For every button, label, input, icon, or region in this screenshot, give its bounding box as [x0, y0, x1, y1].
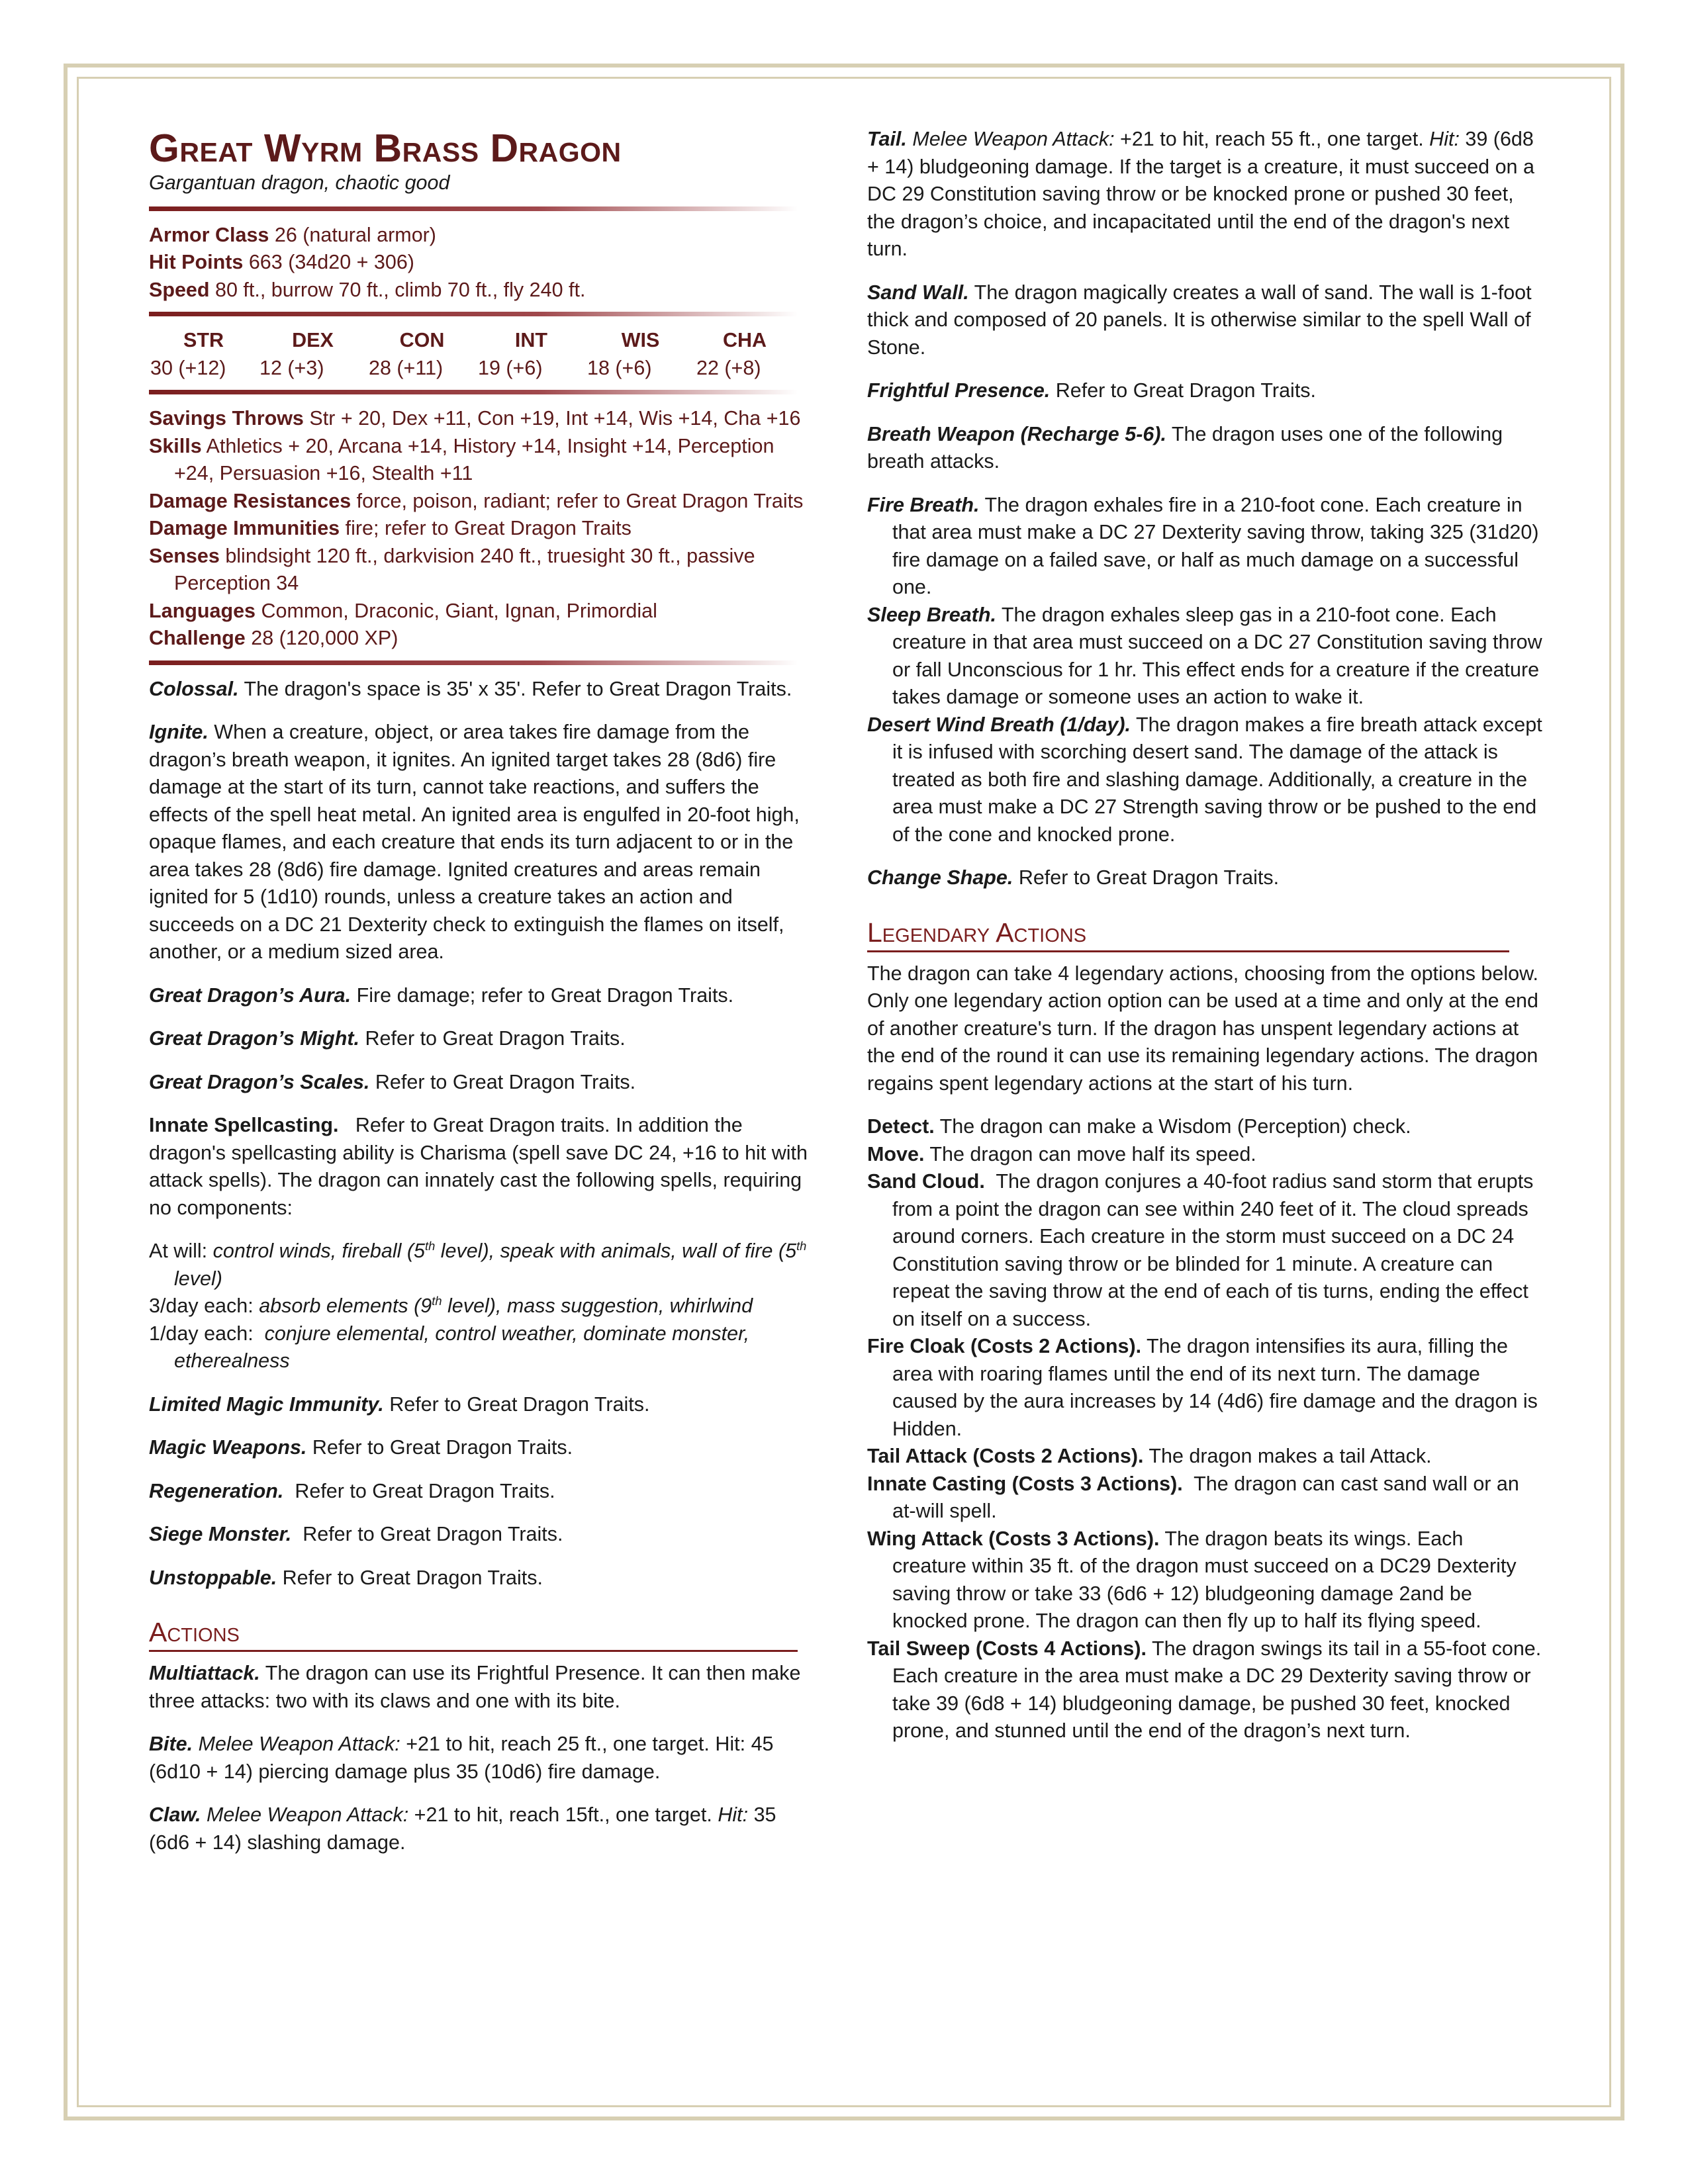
breath-list — [867, 492, 1542, 849]
spells-1-day: 1/day each: conjure elemental, control weather, dominate monster, etherealness — [149, 1322, 750, 1372]
breath-fire: Fire Breath. The dragon exhales fire in a 210-foot cone. Each creature in that area must make a DC 27 Dexterity saving throw, taking 325 (31d20) fire damage on a failed save, or half as much damage on a successful one. — [867, 493, 1539, 598]
divider-rule — [149, 660, 798, 665]
legendary-tail-sweep: Tail Sweep (Costs 4 Actions). The dragon swings its tail in a 55-foot cone. Each creature in the area must make a DC 29 Dexterity saving throw or take 39 (6d8 + 14) bludgeoning damage, be pushed 30 feet, knocked prone, and stunned until the end of the dragon’s next turn. — [867, 1637, 1542, 1742]
right-column — [867, 126, 1542, 1745]
legendary-actions-heading: Legendary Actions — [867, 916, 1509, 952]
action-frightful-presence: Frightful Presence. Refer to Great Dragon Traits. — [867, 379, 1317, 402]
action-sand-wall: Sand Wall. The dragon magically creates a wall of sand. The wall is 1-foot thick and composed of 20 panels. It is otherwise similar to the spell Wall of Stone. — [867, 281, 1532, 359]
damage-resistances: Damage Resistances force, poison, radiant; refer to Great Dragon Traits — [149, 489, 804, 512]
trait-aura: Great Dragon’s Aura. Fire damage; refer to Great Dragon Traits. — [149, 983, 734, 1007]
armor-class: Armor Class 26 (natural armor) — [149, 223, 436, 246]
senses: Senses blindsight 120 ft., darkvision 240 ft., truesight 30 ft., passive Perception 34 — [149, 544, 755, 594]
legendary-list — [867, 1113, 1542, 1745]
legendary-tail-attack: Tail Attack (Costs 2 Actions). The dragon makes a tail Attack. — [867, 1445, 1432, 1467]
ability-name: CHA — [722, 329, 767, 351]
trait-ignite: Ignite. When a creature, object, or area takes fire damage from the dragon’s breath weapon, it ignites. An ignited target takes 28 (8d6) fire damage at the start of its turn, cannot take reactions, and suffers the effects of the spell heat metal. An ignited area is engulfed in 20-foot high, opaque flames, and each creature that ends its turn adjacent to or in the area takes 28 (8d6) fire damage. Ignited creatures and areas remain ignited for 5 (1d10) rounds, unless a creature takes an action and succeeds on a DC 21 Dexterity check to extinguish the flames on itself, another, or a medium sized area. — [149, 721, 800, 963]
languages: Languages Common, Draconic, Giant, Ignan, Primordial — [149, 599, 657, 622]
legendary-move: Move. The dragon can move half its speed. — [867, 1142, 1256, 1165]
ability-name: INT — [514, 329, 548, 351]
hit-points: Hit Points 663 (34d20 + 306) — [149, 251, 414, 273]
trait-innate-spellcasting: Innate Spellcasting. Refer to Great Dragon traits. In addition the dragon's spellcasting ability is Charisma (spell save DC 24, +16 to hit with attack spells). The dragon can innately cast the following spells, requiring no components: — [149, 1114, 808, 1219]
ability-name: WIS — [621, 329, 660, 351]
skills: Skills Athletics + 20, Arcana +14, History +14, Insight +14, Perception +24, Persuasion +16, Stealth +11 — [149, 434, 774, 484]
trait-regeneration: Regeneration. Refer to Great Dragon Traits. — [149, 1479, 555, 1502]
trait-unstoppable: Unstoppable. Refer to Great Dragon Traits. — [149, 1566, 543, 1589]
trait-limited-magic-immunity: Limited Magic Immunity. Refer to Great Dragon Traits. — [149, 1392, 650, 1416]
legendary-innate-casting: Innate Casting (Costs 3 Actions). The dragon can cast sand wall or an at-will spell. — [867, 1472, 1519, 1522]
actions-heading: Actions — [149, 1615, 798, 1652]
divider-rule — [149, 390, 798, 394]
divider-rule — [149, 206, 798, 211]
action-bite: Bite. Melee Weapon Attack: +21 to hit, reach 25 ft., one target. Hit: 45 (6d10 + 14) piercing damage plus 35 (10d6) fire damage. — [149, 1733, 774, 1783]
action-change-shape: Change Shape. Refer to Great Dragon Traits. — [867, 866, 1280, 889]
spells-3-day: 3/day each: absorb elements (9th level), mass suggestion, whirlwind — [149, 1293, 753, 1317]
speed: Speed 80 ft., burrow 70 ft., climb 70 ft., fly 240 ft. — [149, 278, 586, 301]
trait-siege-monster: Siege Monster. Refer to Great Dragon Traits. — [149, 1523, 563, 1545]
action-tail: Tail. Melee Weapon Attack: +21 to hit, reach 55 ft., one target. Hit: 39 (6d8 + 14) bludgeoning damage. If the target is a creature, it must succeed on a DC 29 Constitution saving throw or be knocked prone or pushed 30 feet, the dragon’s choice, and incapacitated until the end of the dragon's next turn. — [867, 128, 1534, 260]
legendary-intro: The dragon can take 4 legendary actions, choosing from the options below. Only one legendary action option can be used at a time and only at the end of another creature's turn. If the dragon has unspent legendary actions at the end of the round it can use its remaining legendary actions. The dragon regains spent legendary actions at the start of his turn. — [867, 962, 1538, 1095]
trait-colossal: Colossal. The dragon's space is 35' x 35'. Refer to Great Dragon Traits. — [149, 677, 792, 700]
legendary-fire-cloak: Fire Cloak (Costs 2 Actions). The dragon intensifies its aura, filling the area with roaring flames until the end of its next turn. The damage caused by the aura increases by 14 (4d6) fire damage and the dragon is Hidden. — [867, 1335, 1538, 1440]
ability-name: DEX — [292, 329, 334, 351]
trait-magic-weapons: Magic Weapons. Refer to Great Dragon Traits. — [149, 1436, 573, 1459]
legendary-sand-cloud: Sand Cloud. The dragon conjures a 40-foot radius sand storm that erupts from a point the dragon can see within 240 feet of it. The cloud spreads around corners. Each creature in the storm must succeed on a DC 24 Constitution saving throw or be blinded for 1 minute. A creature can repeat the saving throw at the end of each of tis turns, ending the effect on itself on a success. — [867, 1170, 1534, 1330]
challenge: Challenge 28 (120,000 XP) — [149, 627, 399, 649]
spells-at-will: At will: control winds, fireball (5th level), speak with animals, wall of fire (5th level) — [149, 1238, 807, 1290]
action-breath-weapon: Breath Weapon (Recharge 5-6). The dragon uses one of the following breath attacks. — [867, 422, 1503, 473]
saving-throws: Savings Throws Str + 20, Dex +11, Con +19, Int +14, Wis +14, Cha +16 — [149, 407, 801, 430]
monster-title: Great Wyrm Brass Dragon — [149, 126, 622, 170]
legendary-wing-attack: Wing Attack (Costs 3 Actions). The dragon beats its wings. Each creature within 35 ft. of the dragon must succeed on a DC29 Dexterity saving throw or take 33 (6d6 + 12) bludgeoning damage 2and be knocked prone. The dragon can then fly up to half its flying speed. — [867, 1527, 1517, 1632]
trait-scales: Great Dragon’s Scales. Refer to Great Dragon Traits. — [149, 1070, 636, 1093]
trait-might: Great Dragon’s Might. Refer to Great Dragon Traits. — [149, 1027, 626, 1050]
ability-value: 18 (+6) — [587, 356, 652, 379]
ability-name: STR — [183, 329, 224, 351]
ability-value: 30 (+12) — [150, 356, 226, 379]
legendary-detect: Detect. The dragon can make a Wisdom (Perception) check. — [867, 1115, 1411, 1138]
ability-scores — [149, 327, 811, 382]
ability-value: 12 (+3) — [259, 356, 324, 379]
ability-value: 28 (+11) — [369, 356, 444, 379]
action-claw: Claw. Melee Weapon Attack: +21 to hit, reach 15ft., one target. Hit: 35 (6d6 + 14) slashing damage. — [149, 1803, 776, 1854]
ability-name: CON — [399, 329, 445, 351]
divider-rule — [149, 312, 798, 316]
damage-immunities: Damage Immunities fire; refer to Great Dragon Traits — [149, 517, 632, 539]
breath-sleep: Sleep Breath. The dragon exhales sleep gas in a 210-foot cone. Each creature in that area must succeed on a DC 27 Constitution saving throw or fall Unconscious for 1 hr. This effect ends for a creature if the creature takes damage or someone uses an action to wake it. — [867, 603, 1542, 708]
spell-list — [149, 1238, 811, 1375]
monster-subtitle: Gargantuan dragon, chaotic good — [149, 171, 450, 194]
breath-desert-wind: Desert Wind Breath (1/day). The dragon makes a fire breath attack except it is infused with scorching desert sand. The damage of the attack is treated as both fire and slashing damage. Additionally, a creature in the area must make a DC 27 Strength saving throw or be pushed to the end of the cone and knocked prone. — [867, 713, 1542, 846]
ability-value: 19 (+6) — [478, 356, 543, 379]
left-column — [149, 126, 811, 1872]
action-multiattack: Multiattack. The dragon can use its Frightful Presence. It can then make three attacks: two with its claws and one with its bite. — [149, 1662, 801, 1712]
ability-value: 22 (+8) — [696, 356, 761, 379]
